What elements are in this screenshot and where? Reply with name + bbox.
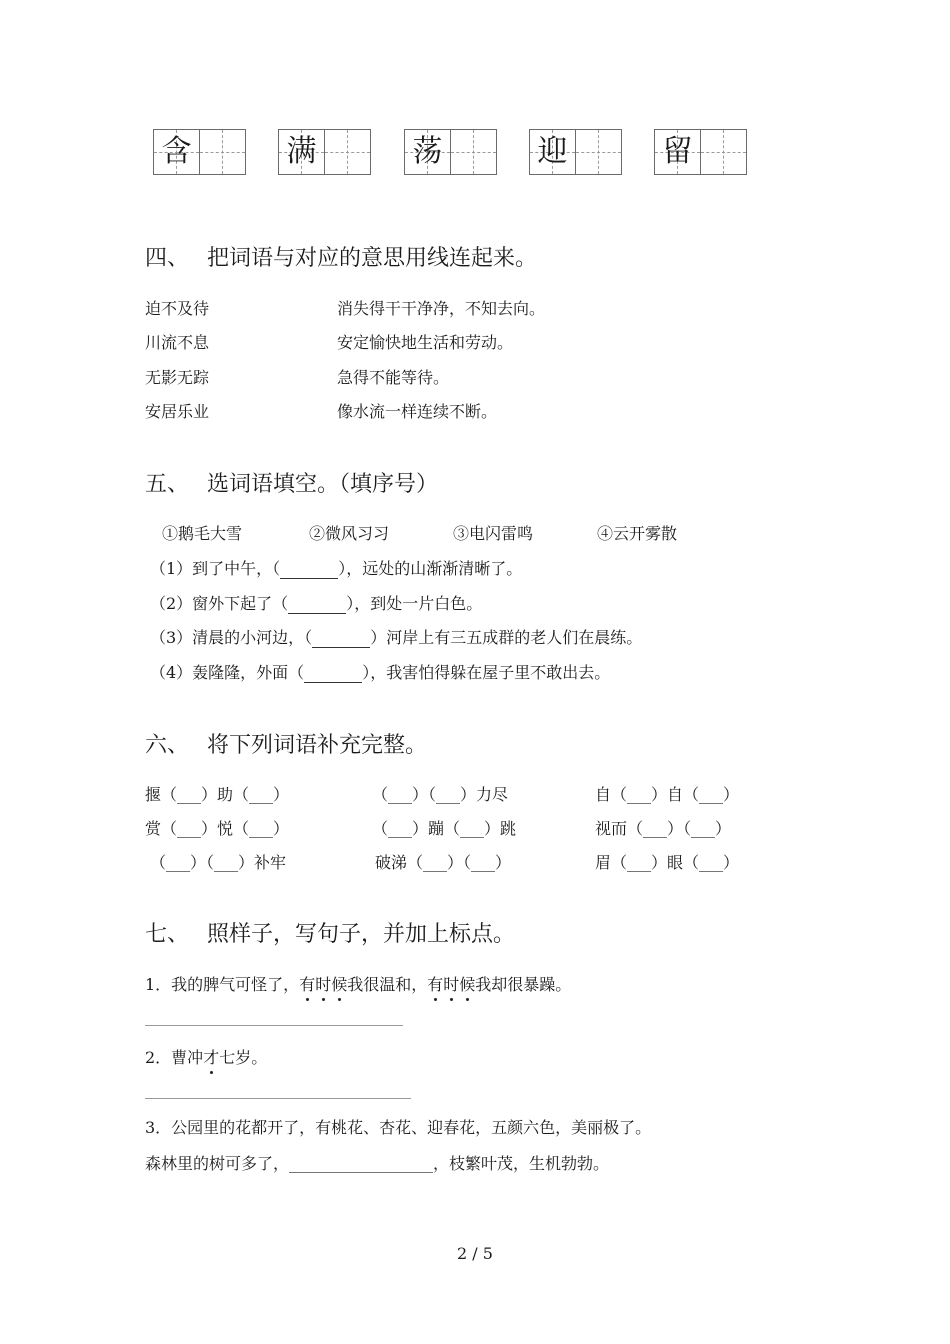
option-4: ④云开雾散	[597, 524, 678, 543]
idiom-item: （___）（___）力尽	[372, 785, 509, 804]
item-text: （1）到了中午，（	[150, 559, 281, 578]
grid-cell	[324, 129, 371, 175]
grid-cell	[654, 129, 701, 175]
example-sentence-3: 3．公园里的花都开了，有桃花、杏花、迎春花，五颜六色，美丽极了。	[145, 1118, 652, 1137]
grid-cell	[153, 129, 200, 175]
section-title: 将下列词语补充完整。	[207, 733, 428, 758]
item-text: （4）轰隆隆，外面（	[150, 663, 305, 682]
grid-cell	[199, 129, 246, 175]
grid-character: 迎	[537, 134, 568, 169]
sentence-text: 2．曹冲	[145, 1048, 204, 1067]
sentence-text: ，枝繁叶茂，生机勃勃。	[433, 1154, 610, 1173]
section-number: 六、	[145, 733, 190, 758]
grid-character: 含	[161, 134, 192, 169]
fill-blank[interactable]	[288, 594, 346, 614]
item-text: ），远处的山渐渐清晰了。	[338, 559, 523, 578]
char-grid-5	[654, 129, 747, 175]
fill-blank[interactable]	[280, 559, 338, 579]
fill-blank[interactable]	[304, 663, 362, 683]
grid-cell	[404, 129, 451, 175]
answer-line-2[interactable]	[145, 1098, 411, 1099]
grid-cell	[450, 129, 497, 175]
idiom-item: 自（___）自（___）	[595, 785, 740, 804]
meaning-item: 急得不能等待。	[337, 368, 450, 387]
section-title: 照样子，写句子，并加上标点。	[207, 922, 516, 947]
option-2: ②微风习习	[309, 524, 390, 543]
idiom-item: 破涕（___）（___）	[375, 853, 512, 872]
fill-item-2	[150, 591, 482, 614]
example-sentence-1	[145, 972, 571, 995]
fill-item-3	[150, 625, 642, 648]
grid-cell	[529, 129, 576, 175]
grid-cell	[575, 129, 622, 175]
option-3: ③电闪雷鸣	[453, 524, 534, 543]
idiom-item: 视而（___）（___）	[595, 819, 732, 838]
sentence-text: 我却很暴躁。	[475, 975, 572, 994]
fill-blank[interactable]	[312, 628, 370, 648]
sentence-text: 1．我的脾气可怪了，	[145, 975, 300, 994]
grid-cell	[278, 129, 325, 175]
item-text: （3）清晨的小河边，（	[150, 628, 313, 647]
grid-character: 满	[286, 134, 317, 169]
page-number: 2 / 5	[457, 1244, 493, 1263]
idiom-item: 揠（___）助（___）	[145, 785, 290, 804]
grid-character: 荡	[412, 134, 443, 169]
fill-blank[interactable]: __________________	[289, 1154, 434, 1173]
meaning-item: 消失得干干净净，不知去向。	[337, 299, 546, 318]
idiom-item: 眉（___）眼（___）	[595, 853, 740, 872]
section5-heading	[145, 467, 438, 498]
section6-heading	[145, 728, 427, 759]
idiom-item: （___）蹦（___）跳	[372, 819, 517, 838]
sentence-text: 我很温和，	[347, 975, 428, 994]
meaning-item: 安定愉快地生活和劳动。	[337, 333, 514, 352]
item-text: ），到处一片白色。	[346, 594, 483, 613]
item-text: ），我害怕得躲在屋子里不敢出去。	[362, 663, 611, 682]
meaning-item: 像水流一样连续不断。	[337, 402, 498, 421]
word-item: 安居乐业	[145, 402, 210, 421]
item-text: （2）窗外下起了（	[150, 594, 289, 613]
answer-line-1[interactable]	[145, 1025, 403, 1026]
section-number: 七、	[145, 922, 190, 947]
option-1: ①鹅毛大雪	[162, 524, 243, 543]
section-title: 把词语与对应的意思用线连起来。	[207, 246, 538, 271]
idiom-item: （___）（___）补牢	[150, 853, 287, 872]
char-grid-4	[529, 129, 622, 175]
sentence-text: 森林里的树可多了，	[145, 1154, 290, 1173]
grid-cell	[700, 129, 747, 175]
sentence-text: 七岁。	[219, 1048, 268, 1067]
emphasized-word: 才	[203, 1045, 219, 1068]
section-number: 四、	[145, 246, 190, 271]
example-sentence-2	[145, 1045, 267, 1068]
item-text: ）河岸上有三五成群的老人们在晨练。	[370, 628, 643, 647]
emphasized-word: 有时候	[299, 975, 347, 994]
fill-sentence-3	[145, 1151, 609, 1174]
section-title: 选词语填空。（填序号）	[207, 472, 439, 497]
idiom-item: 赏（___）悦（___）	[145, 819, 290, 838]
fill-item-1	[150, 556, 522, 579]
word-item: 川流不息	[145, 333, 210, 352]
section4-heading	[145, 241, 537, 272]
emphasized-word: 有时候	[427, 975, 475, 994]
section-number: 五、	[145, 472, 190, 497]
word-item: 无影无踪	[145, 368, 210, 387]
fill-item-4	[150, 660, 610, 683]
grid-character: 留	[662, 134, 693, 169]
char-grid-3	[404, 129, 497, 175]
char-grid-1	[153, 129, 246, 175]
section7-heading	[145, 917, 515, 948]
char-grid-2	[278, 129, 371, 175]
word-item: 迫不及待	[145, 299, 210, 318]
